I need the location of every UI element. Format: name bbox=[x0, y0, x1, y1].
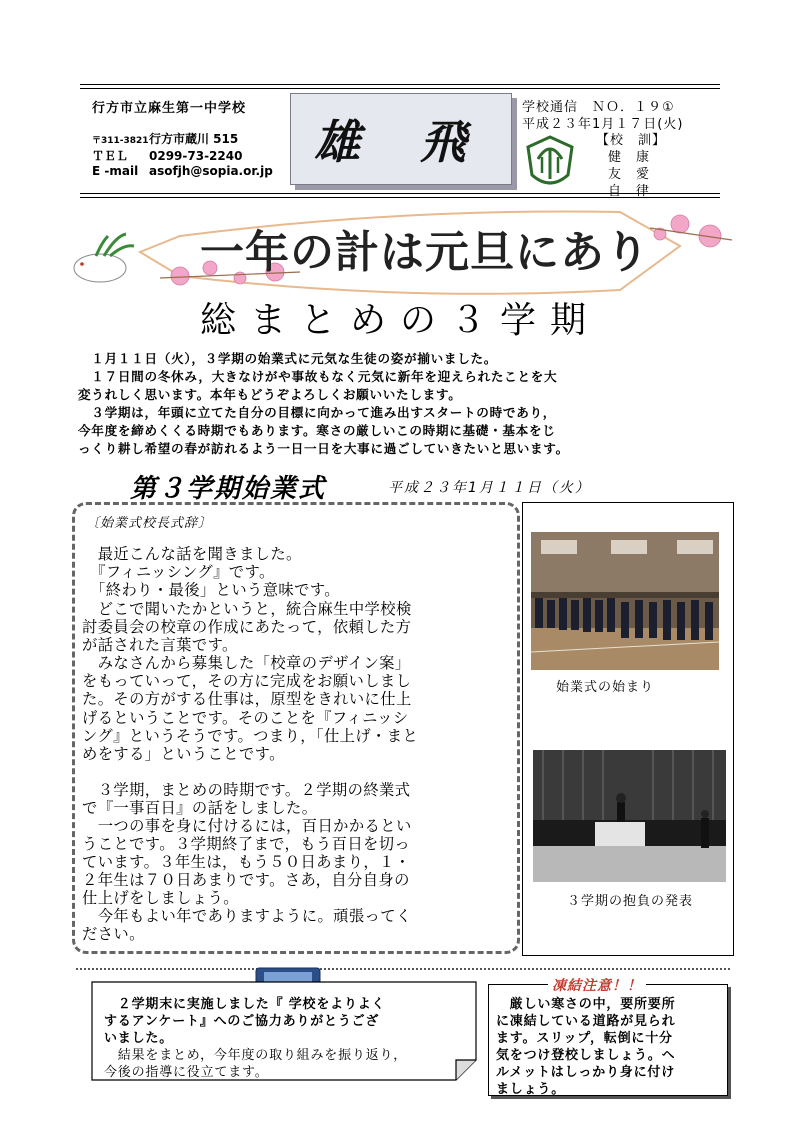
speech-line: をもっていって，その方に完成をお願いしまし bbox=[82, 672, 412, 690]
speech-line: 一つの事を身に付けるには，百日かかるとい bbox=[82, 817, 412, 835]
intro-line: １月１１日（火），３学期の始業式に元気な生徒の姿が揃いました。 bbox=[78, 351, 498, 366]
notice-line: 結果をまとめ，今年度の取り組みを振り返り， bbox=[104, 1048, 408, 1063]
postal-label: 〒311-3821 bbox=[92, 136, 149, 146]
tel: 0299-73-2240 bbox=[149, 149, 243, 163]
warning-line: に凍結している道路が見られ bbox=[496, 1014, 676, 1029]
intro-line: ３学期は，年頭に立てた自分の目標に向かって進み出すスタートの時であり， bbox=[78, 405, 557, 420]
speech-line: 「終わり・最後」という意味です。 bbox=[82, 581, 340, 599]
notice-line: するアンケート』へのご協力ありがとうござ bbox=[104, 1014, 380, 1029]
resolution-speech-photo bbox=[533, 750, 726, 882]
email-line bbox=[92, 164, 273, 178]
motto-label: 【校 訓】 bbox=[596, 133, 667, 148]
newsletter-number: 学校通信 ＮＯ．１９① bbox=[522, 100, 675, 115]
speech-line: が話された言葉です。 bbox=[82, 636, 238, 654]
notice-line: ２学期末に実施しました『 学校をよりよく bbox=[104, 997, 386, 1012]
school-emblem-icon bbox=[520, 133, 580, 193]
speech-line: で『一事百日』の話をしました。 bbox=[82, 799, 318, 817]
motto-item: 健 康 bbox=[608, 150, 651, 165]
address: 行方市蔵川 515 bbox=[149, 132, 239, 146]
notice-line: 今後の指導に役立てます。 bbox=[104, 1065, 269, 1080]
speech-line: 今年もよい年でありますように。頑張ってく bbox=[82, 907, 412, 925]
speech-line: 討委員会の校章の作成にあたって，依頼した方 bbox=[82, 618, 412, 636]
tel-line bbox=[92, 147, 242, 164]
intro-line: １７日間の冬休み，大きなけがや事故もなく元気に新年を迎えられたことを大 bbox=[78, 369, 558, 384]
speech-line: げるということです。そのことを『フィニッシ bbox=[82, 709, 409, 727]
photo-caption: 始業式の始まり bbox=[556, 680, 655, 695]
warning-line: ます。スリップ，転倒に十分 bbox=[496, 1031, 673, 1046]
warning-title: 凍結注意！！ bbox=[548, 975, 646, 995]
speech-label: 〔始業式校長式辞〕 bbox=[86, 516, 213, 531]
main-heading: 総まとめの３学期 bbox=[200, 300, 601, 341]
speech-line: ３学期，まとめの時期です。２学期の終業式 bbox=[82, 781, 411, 799]
speech-line: みなさんから募集した「校章のデザイン案」 bbox=[82, 654, 411, 672]
top-rule bbox=[80, 88, 720, 89]
tel-label: ＴＥＬ bbox=[92, 149, 129, 163]
intro-line: 変うれしく思います。本年もどうぞよろしくお願いいたします。 bbox=[78, 387, 462, 402]
email: asofjh@sopia.or.jp bbox=[149, 164, 273, 178]
warning-line: 厳しい寒さの中，要所要所 bbox=[496, 997, 676, 1012]
speech-line: どこで聞いたかというと，統合麻生中学校検 bbox=[82, 600, 412, 618]
issue-date: 平成２３年1月１７日(火) bbox=[522, 117, 684, 132]
top-rule bbox=[80, 84, 720, 85]
rabbit-icon bbox=[74, 234, 134, 282]
email-label: E -mail bbox=[92, 164, 139, 178]
ceremony-start-photo bbox=[531, 532, 719, 670]
speech-line: うことです。３学期終了まで，もう百日を切っ bbox=[82, 835, 411, 853]
speech-line: ング』というそうです。つまり，「仕上げ・まと bbox=[82, 727, 419, 745]
school-name: 行方市立麻生第一中学校 bbox=[92, 101, 247, 116]
speech-line: た。その方がする仕事は，原型をきれいに仕上 bbox=[82, 690, 412, 708]
speech-line: ２年生は７０日あまりです。さあ，自分自身の bbox=[82, 871, 410, 889]
motto-item: 自 律 bbox=[608, 184, 651, 199]
motto-item: 友 愛 bbox=[608, 167, 651, 182]
intro-line: 今年度を締めくくる時期でもあります。寒さの厳しいこの時期に基礎・基本をじ bbox=[78, 423, 556, 438]
speech-line: 仕上げをしましょう。 bbox=[82, 889, 239, 907]
masthead-title: 雄 飛 bbox=[313, 115, 488, 169]
photo-caption: ３学期の抱負の発表 bbox=[567, 894, 694, 909]
warning-line: 気をつけ登校しましょう。ヘ bbox=[496, 1048, 676, 1063]
speech-line: 『フィニッシング』です。 bbox=[82, 563, 275, 581]
warning-line: ましょう。 bbox=[496, 1082, 566, 1097]
masthead bbox=[290, 93, 512, 185]
section-date: 平成２３年1月１１日（火） bbox=[388, 480, 591, 496]
speech-line: ています。３年生は，もう５０日あまり，１・ bbox=[82, 853, 411, 871]
banner-title: 一年の計は元旦にあり bbox=[200, 227, 650, 278]
address-line bbox=[92, 130, 238, 147]
warning-line: ルメットはしっかり身に付け bbox=[496, 1065, 676, 1080]
speech-line: ださい。 bbox=[82, 925, 145, 943]
bottom-separator bbox=[76, 968, 730, 970]
intro-line: っくり耕し希望の春が訪れるよう一日一日を大事に過ごしていきたいと思います。 bbox=[78, 441, 569, 456]
speech-line: 最近こんな話を聞きました。 bbox=[82, 545, 302, 563]
notice-line: いました。 bbox=[104, 1031, 174, 1046]
section-title: 第３学期始業式 bbox=[130, 474, 327, 504]
speech-line: めをする」ということです。 bbox=[82, 745, 285, 763]
